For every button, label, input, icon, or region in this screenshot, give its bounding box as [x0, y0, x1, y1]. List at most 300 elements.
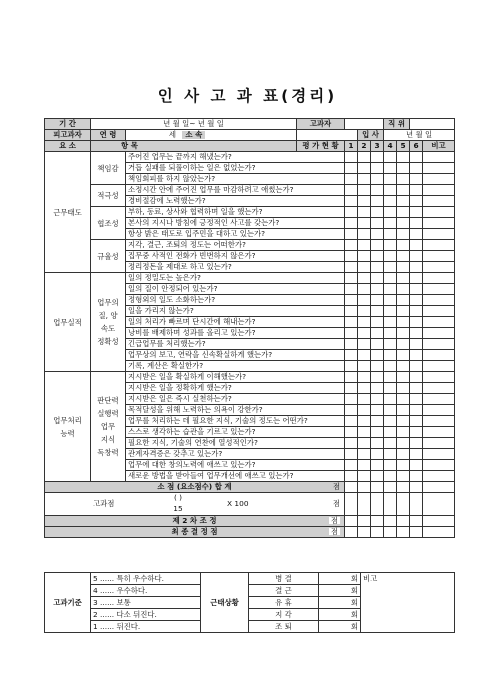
score-cell-2[interactable]: [358, 405, 371, 416]
item-row: [45, 152, 455, 163]
score-cell-3[interactable]: [371, 229, 384, 240]
score-cell-6[interactable]: [410, 163, 423, 174]
second-adjust-3[interactable]: [371, 516, 384, 527]
remark-cell[interactable]: [423, 328, 455, 339]
subtotal-remark[interactable]: [423, 482, 455, 493]
final-score-cell: [45, 527, 345, 538]
score-cell-1[interactable]: [345, 416, 358, 427]
score-cell-4[interactable]: [384, 218, 397, 229]
score-cell-6[interactable]: [410, 174, 423, 185]
score-cell-2[interactable]: [358, 284, 371, 295]
score-cell-5[interactable]: [397, 185, 410, 196]
final-score-remark[interactable]: [423, 527, 455, 538]
score-cell-3[interactable]: [371, 383, 384, 394]
score-cell-4[interactable]: [384, 185, 397, 196]
subsection-name: 판단력 실행력 업무 지식 독창력: [91, 372, 126, 482]
score-cell-2[interactable]: [358, 372, 371, 383]
score-cell-5[interactable]: [397, 449, 410, 460]
remark-cell[interactable]: [423, 218, 455, 229]
score-cell-2[interactable]: [358, 262, 371, 273]
score-cell-1[interactable]: [345, 372, 358, 383]
score-cell-5[interactable]: [397, 295, 410, 306]
score-cell-5[interactable]: [397, 317, 410, 328]
score-cell-2[interactable]: [358, 174, 371, 185]
score-cell-4[interactable]: [384, 163, 397, 174]
score-multiplier: X 100: [227, 499, 249, 508]
join-label: 입 사: [358, 130, 384, 141]
subtotal-unit: 점: [332, 482, 340, 491]
score-cell-1[interactable]: [345, 350, 358, 361]
page-title: 인 사 고 과 표(경리): [157, 87, 338, 105]
score-cell-5[interactable]: [397, 207, 410, 218]
criteria-label: 고과기준: [45, 573, 91, 633]
final-score-4[interactable]: [384, 527, 397, 538]
attendance-unit-0[interactable]: 회: [319, 573, 361, 585]
score-cell-1[interactable]: [345, 207, 358, 218]
score-cell-3[interactable]: [371, 460, 384, 471]
score-cell-1[interactable]: [345, 460, 358, 471]
score-cell-3[interactable]: [371, 306, 384, 317]
score-cell-1[interactable]: [345, 427, 358, 438]
item-text: 기록, 계산은 확실한가?: [126, 361, 345, 372]
score-cell-2[interactable]: [358, 416, 371, 427]
final-score-3[interactable]: [371, 527, 384, 538]
score-cell-4[interactable]: [384, 394, 397, 405]
score-cell-1[interactable]: [345, 306, 358, 317]
score-cell-3[interactable]: [371, 273, 384, 284]
score-cell-6[interactable]: [410, 273, 423, 284]
score-cell-6[interactable]: [410, 185, 423, 196]
remark-cell[interactable]: [423, 394, 455, 405]
score-cell-6[interactable]: [410, 383, 423, 394]
join-value[interactable]: 년 월 일: [384, 130, 455, 141]
remark-cell[interactable]: [423, 350, 455, 361]
remark-cell[interactable]: [423, 460, 455, 471]
item-text: 책임회피를 하지 않았는가?: [126, 174, 345, 185]
subsection-name: 적극성: [91, 185, 126, 207]
score-cell-2[interactable]: [358, 152, 371, 163]
second-adjust-row: [45, 516, 455, 527]
score-cell-6[interactable]: [410, 262, 423, 273]
score-cell-3[interactable]: [371, 196, 384, 207]
attendance-item-1: 결 근: [249, 585, 319, 597]
col-remark: 비고: [423, 141, 455, 152]
remark-cell[interactable]: [423, 163, 455, 174]
score-cell-6[interactable]: [410, 361, 423, 372]
score-cell-5[interactable]: [397, 350, 410, 361]
age-label: 연 령: [91, 130, 126, 141]
score-cell-6[interactable]: [410, 207, 423, 218]
score-value-3[interactable]: [371, 493, 384, 516]
score-cell-6[interactable]: [410, 460, 423, 471]
col-score-1: 1: [345, 141, 358, 152]
score-cell-6[interactable]: [410, 306, 423, 317]
score-cell-3[interactable]: [371, 438, 384, 449]
score-cell-6[interactable]: [410, 240, 423, 251]
remark-cell[interactable]: [423, 339, 455, 350]
score-cell-1[interactable]: [345, 438, 358, 449]
score-cell-5[interactable]: [397, 394, 410, 405]
score-cell-5[interactable]: [397, 229, 410, 240]
score-cell-1[interactable]: [345, 295, 358, 306]
score-value-6[interactable]: [410, 493, 423, 516]
score-cell-5[interactable]: [397, 152, 410, 163]
score-cell-2[interactable]: [358, 229, 371, 240]
score-cell-5[interactable]: [397, 438, 410, 449]
score-cell-6[interactable]: [410, 350, 423, 361]
second-adjust-label: 제 2 차 조 정: [172, 516, 217, 526]
score-cell-4[interactable]: [384, 339, 397, 350]
score-cell-3[interactable]: [371, 328, 384, 339]
score-cell-1[interactable]: [345, 383, 358, 394]
score-cell-2[interactable]: [358, 361, 371, 372]
score-cell-1[interactable]: [345, 339, 358, 350]
evaluatee-row: [45, 130, 455, 141]
score-cell-5[interactable]: [397, 174, 410, 185]
score-cell-4[interactable]: [384, 405, 397, 416]
score-cell-4[interactable]: [384, 174, 397, 185]
score-cell-6[interactable]: [410, 438, 423, 449]
score-cell-2[interactable]: [358, 240, 371, 251]
score-cell-1[interactable]: [345, 218, 358, 229]
score-cell-4[interactable]: [384, 317, 397, 328]
score-cell-4[interactable]: [384, 383, 397, 394]
score-cell-6[interactable]: [410, 416, 423, 427]
item-text: 정리정돈을 제대로 하고 있는가?: [126, 262, 345, 273]
item-text: 일의 정밀도는 높은가?: [126, 273, 345, 284]
criteria-item-1: 4 ...... 우수하다.: [91, 585, 201, 597]
score-cell-2[interactable]: [358, 163, 371, 174]
item-text: 지시받은 일을 확실하게 이해했는가?: [126, 372, 345, 383]
attendance-unit-4[interactable]: 회: [319, 621, 361, 633]
score-cell-5[interactable]: [397, 372, 410, 383]
score-cell-3[interactable]: [371, 207, 384, 218]
remark-cell[interactable]: [423, 361, 455, 372]
second-adjust-cell: [45, 516, 345, 527]
score-cell-3[interactable]: [371, 372, 384, 383]
score-cell-3[interactable]: [371, 174, 384, 185]
score-cell-3[interactable]: [371, 163, 384, 174]
subtotal-score-2[interactable]: [358, 482, 371, 493]
subtotal-score-3[interactable]: [371, 482, 384, 493]
subtotal-score-6[interactable]: [410, 482, 423, 493]
score-cell-1[interactable]: [345, 229, 358, 240]
remark-cell[interactable]: [423, 295, 455, 306]
final-score-6[interactable]: [410, 527, 423, 538]
remark-cell[interactable]: [423, 405, 455, 416]
remark-cell[interactable]: [423, 273, 455, 284]
subtotal-label-cell: [45, 482, 345, 493]
affiliation-value[interactable]: [297, 130, 358, 141]
score-cell-1[interactable]: [345, 262, 358, 273]
evaluator-label: 고과자: [297, 119, 345, 130]
subsection-name: 책임감: [91, 152, 126, 185]
score-cell-5[interactable]: [397, 427, 410, 438]
score-cell-4[interactable]: [384, 152, 397, 163]
item-text: 업무를 처리하는 데 필요한 지식, 기술의 정도는 어떤가?: [126, 416, 345, 427]
remark-cell[interactable]: [423, 240, 455, 251]
score-cell-4[interactable]: [384, 438, 397, 449]
score-cell-2[interactable]: [358, 449, 371, 460]
score-cell-3[interactable]: [371, 427, 384, 438]
second-adjust-4[interactable]: [384, 516, 397, 527]
score-fraction-bottom: 15: [173, 504, 183, 513]
score-cell-4[interactable]: [384, 350, 397, 361]
score-cell-2[interactable]: [358, 383, 371, 394]
remark-cell[interactable]: [423, 427, 455, 438]
remark-cell[interactable]: [423, 438, 455, 449]
score-cell-2[interactable]: [358, 460, 371, 471]
subtotal-score-4[interactable]: [384, 482, 397, 493]
score-cell-1[interactable]: [345, 185, 358, 196]
score-cell-1[interactable]: [345, 284, 358, 295]
score-cell-3[interactable]: [371, 251, 384, 262]
item-text: 경비절감에 노력했는가?: [126, 196, 345, 207]
score-cell-1[interactable]: [345, 196, 358, 207]
score-cell-6[interactable]: [410, 196, 423, 207]
score-cell-3[interactable]: [371, 394, 384, 405]
score-cell-4[interactable]: [384, 416, 397, 427]
remark-cell[interactable]: [423, 174, 455, 185]
remark-cell[interactable]: [423, 207, 455, 218]
score-cell-2[interactable]: [358, 273, 371, 284]
final-score-5[interactable]: [397, 527, 410, 538]
item-row: [45, 273, 455, 284]
score-cell-4[interactable]: [384, 251, 397, 262]
score-remark[interactable]: [423, 493, 455, 516]
score-cell-6[interactable]: [410, 372, 423, 383]
remark-cell[interactable]: [423, 262, 455, 273]
score-cell-6[interactable]: [410, 229, 423, 240]
score-cell-5[interactable]: [397, 339, 410, 350]
score-cell-5[interactable]: [397, 405, 410, 416]
age-affiliation-cell[interactable]: [126, 130, 297, 141]
score-cell-3[interactable]: [371, 152, 384, 163]
evaluator-value[interactable]: [345, 119, 384, 130]
remark-cell[interactable]: [423, 229, 455, 240]
score-cell-1[interactable]: [345, 405, 358, 416]
score-cell-5[interactable]: [397, 383, 410, 394]
second-adjust-remark[interactable]: [423, 516, 455, 527]
score-cell-3[interactable]: [371, 185, 384, 196]
second-adjust-1[interactable]: [345, 516, 358, 527]
score-cell-6[interactable]: [410, 218, 423, 229]
score-cell-1[interactable]: [345, 394, 358, 405]
item-text: 업무에 대한 창의노력에 애쓰고 있는가?: [126, 460, 345, 471]
score-cell-4[interactable]: [384, 240, 397, 251]
item-text: 소정시간 안에 주어진 업무를 마감하려고 애썼는가?: [126, 185, 345, 196]
remark-cell[interactable]: [423, 152, 455, 163]
col-score-4: 4: [384, 141, 397, 152]
score-cell-2[interactable]: [358, 471, 371, 482]
attendance-remark: 비고: [361, 573, 455, 633]
score-cell-4[interactable]: [384, 328, 397, 339]
score-cell-2[interactable]: [358, 317, 371, 328]
remark-cell[interactable]: [423, 372, 455, 383]
second-adjust-2[interactable]: [358, 516, 371, 527]
criteria-attendance-table: [44, 572, 455, 633]
score-cell-3[interactable]: [371, 471, 384, 482]
score-cell-4[interactable]: [384, 372, 397, 383]
score-cell-3[interactable]: [371, 405, 384, 416]
remark-cell[interactable]: [423, 471, 455, 482]
item-row: [45, 372, 455, 383]
score-cell-5[interactable]: [397, 251, 410, 262]
score-cell-3[interactable]: [371, 262, 384, 273]
score-cell-4[interactable]: [384, 284, 397, 295]
score-cell-6[interactable]: [410, 427, 423, 438]
score-cell-6[interactable]: [410, 471, 423, 482]
score-cell-3[interactable]: [371, 416, 384, 427]
score-cell-3[interactable]: [371, 284, 384, 295]
col-score-5: 5: [397, 141, 410, 152]
score-cell-2[interactable]: [358, 295, 371, 306]
score-cell-2[interactable]: [358, 218, 371, 229]
score-cell-1[interactable]: [345, 317, 358, 328]
score-cell-3[interactable]: [371, 218, 384, 229]
score-cell-4[interactable]: [384, 229, 397, 240]
attendance-unit-1[interactable]: 회: [319, 585, 361, 597]
score-cell-4[interactable]: [384, 427, 397, 438]
score-cell-6[interactable]: [410, 317, 423, 328]
score-cell-1[interactable]: [345, 471, 358, 482]
score-cell-6[interactable]: [410, 405, 423, 416]
score-cell-4[interactable]: [384, 262, 397, 273]
score-cell-1[interactable]: [345, 152, 358, 163]
score-cell-3[interactable]: [371, 339, 384, 350]
score-cell-4[interactable]: [384, 306, 397, 317]
score-cell-1[interactable]: [345, 273, 358, 284]
score-cell-5[interactable]: [397, 460, 410, 471]
score-cell-4[interactable]: [384, 471, 397, 482]
score-cell-2[interactable]: [358, 196, 371, 207]
score-value-1[interactable]: [345, 493, 358, 516]
score-value-4[interactable]: [384, 493, 397, 516]
score-cell-5[interactable]: [397, 240, 410, 251]
remark-cell[interactable]: [423, 196, 455, 207]
score-cell-4[interactable]: [384, 196, 397, 207]
second-adjust-5[interactable]: [397, 516, 410, 527]
score-cell-5[interactable]: [397, 163, 410, 174]
score-cell-4[interactable]: [384, 207, 397, 218]
item-text: 필요한 지식, 기술의 연찬에 열성적인가?: [126, 438, 345, 449]
remark-cell[interactable]: [423, 251, 455, 262]
score-cell-2[interactable]: [358, 427, 371, 438]
score-cell-6[interactable]: [410, 339, 423, 350]
remark-cell[interactable]: [423, 185, 455, 196]
score-cell-3[interactable]: [371, 240, 384, 251]
second-adjust-unit: 점: [330, 516, 338, 525]
item-text: 긴급업무를 처리했는가?: [126, 339, 345, 350]
subtotal-score-1[interactable]: [345, 482, 358, 493]
score-cell-2[interactable]: [358, 207, 371, 218]
score-cell-3[interactable]: [371, 449, 384, 460]
score-cell-6[interactable]: [410, 251, 423, 262]
score-cell-2[interactable]: [358, 328, 371, 339]
score-cell-1[interactable]: [345, 361, 358, 372]
score-cell-4[interactable]: [384, 273, 397, 284]
score-cell-1[interactable]: [345, 251, 358, 262]
remark-cell[interactable]: [423, 383, 455, 394]
score-cell-3[interactable]: [371, 317, 384, 328]
item-text: 부하, 동료, 상사와 협력하며 일을 했는가?: [126, 207, 345, 218]
section-name: 근무태도: [45, 152, 91, 273]
subsection-name: 협조성: [91, 207, 126, 240]
attendance-unit-2[interactable]: 회: [319, 597, 361, 609]
score-cell-5[interactable]: [397, 284, 410, 295]
remark-cell[interactable]: [423, 306, 455, 317]
score-cell-5[interactable]: [397, 218, 410, 229]
score-cell-2[interactable]: [358, 185, 371, 196]
score-cell-4[interactable]: [384, 361, 397, 372]
score-cell-1[interactable]: [345, 240, 358, 251]
score-cell-2[interactable]: [358, 350, 371, 361]
score-cell-1[interactable]: [345, 163, 358, 174]
score-cell-6[interactable]: [410, 449, 423, 460]
criteria-item-0: 5 ...... 특히 우수하다.: [91, 573, 201, 585]
item-text: 지시받은 일은 즉시 실천하는가?: [126, 394, 345, 405]
score-cell-5[interactable]: [397, 328, 410, 339]
score-cell-1[interactable]: [345, 449, 358, 460]
score-cell-2[interactable]: [358, 339, 371, 350]
score-cell-6[interactable]: [410, 295, 423, 306]
remark-cell[interactable]: [423, 317, 455, 328]
score-cell-5[interactable]: [397, 471, 410, 482]
score-cell-6[interactable]: [410, 152, 423, 163]
position-value[interactable]: [410, 119, 455, 130]
period-value[interactable]: 년 월 일~ 년 월 일: [91, 119, 297, 130]
attendance-unit-3[interactable]: 회: [319, 609, 361, 621]
remark-cell[interactable]: [423, 416, 455, 427]
score-cell-4[interactable]: [384, 449, 397, 460]
score-cell-1[interactable]: [345, 174, 358, 185]
evaluation-table: [44, 118, 455, 538]
score-cell-2[interactable]: [358, 251, 371, 262]
final-score-2[interactable]: [358, 527, 371, 538]
score-cell-5[interactable]: [397, 361, 410, 372]
score-cell-1[interactable]: [345, 328, 358, 339]
score-cell-2[interactable]: [358, 394, 371, 405]
score-cell-3[interactable]: [371, 361, 384, 372]
score-cell-3[interactable]: [371, 350, 384, 361]
remark-cell[interactable]: [423, 449, 455, 460]
score-cell-2[interactable]: [358, 306, 371, 317]
second-adjust-6[interactable]: [410, 516, 423, 527]
score-cell-6[interactable]: [410, 328, 423, 339]
score-cell-3[interactable]: [371, 295, 384, 306]
score-value-2[interactable]: [358, 493, 371, 516]
col-element: 요 소: [45, 141, 91, 152]
score-cell-5[interactable]: [397, 416, 410, 427]
item-text: 정형외의 일도 소화하는가?: [126, 295, 345, 306]
score-cell-5[interactable]: [397, 273, 410, 284]
score-cell-5[interactable]: [397, 196, 410, 207]
score-row: [45, 493, 455, 516]
score-cell-4[interactable]: [384, 460, 397, 471]
score-cell-5[interactable]: [397, 306, 410, 317]
score-cell-5[interactable]: [397, 262, 410, 273]
col-score-2: 2: [358, 141, 371, 152]
remark-cell[interactable]: [423, 284, 455, 295]
subtotal-score-5[interactable]: [397, 482, 410, 493]
item-text: 지시받은 일을 정확하게 했는가?: [126, 383, 345, 394]
score-value-5[interactable]: [397, 493, 410, 516]
score-cell-6[interactable]: [410, 394, 423, 405]
score-cell-2[interactable]: [358, 438, 371, 449]
final-score-1[interactable]: [345, 527, 358, 538]
score-cell-4[interactable]: [384, 295, 397, 306]
score-cell-6[interactable]: [410, 284, 423, 295]
